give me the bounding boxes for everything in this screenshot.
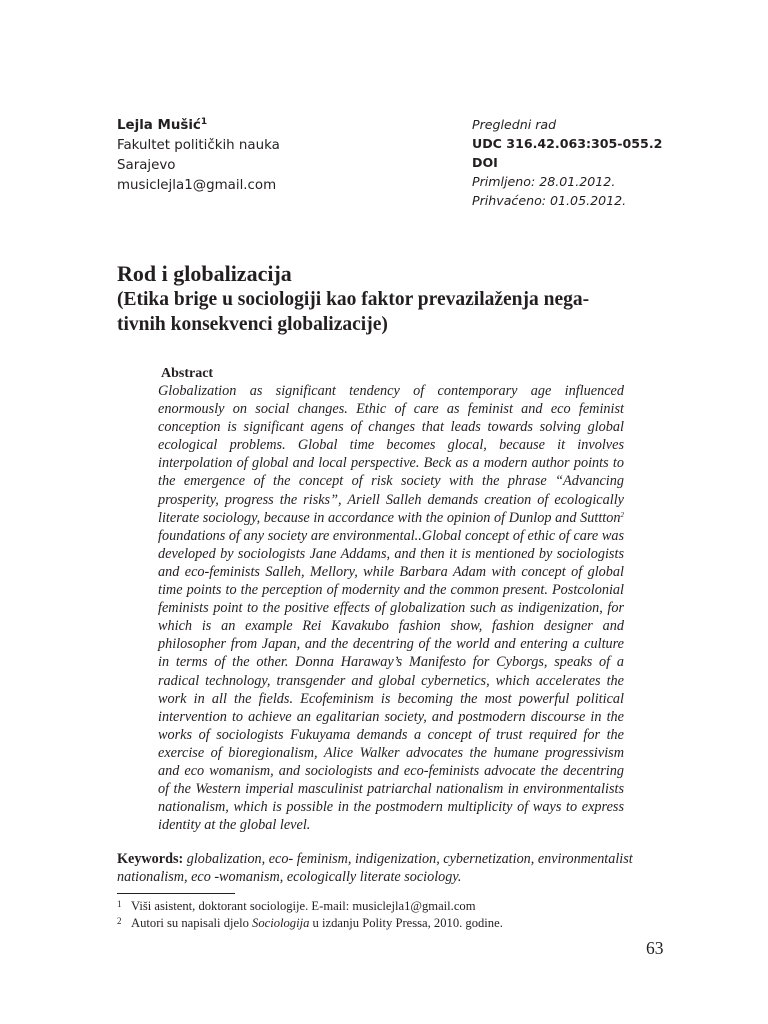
footnote-text: Viši asistent, doktorant sociologije. E-mail: musiclejla1@gmail.com <box>131 899 476 913</box>
footnote-1 <box>117 898 677 915</box>
footnote-text-before: Autori su napisali djelo <box>131 915 253 930</box>
abstract-text-part-2: foundations of any society are environmental..Global concept of ethic of care was developed by sociologists Jane Addams, and then it is mentioned by sociologists and eco-feminists Salleh, Mellory, while Barbara Adam with concept of global time points to the perception of modernity and the common present. Postcolonial feminists point to the positive effects of globalization such as indigenization, for which is an example Rei Kavakubo fashion show, fashion designer and philosopher from Japan, and the decentring of the world and entering a culture in terms of the other. Donna Haraway’s Manifesto for Cyborgs, speaks of a radical technology, transgender and global cybernetics, which accelerates the work in all the fields. Ecofeminism is becoming the most powerful political intervention to achieve an egalitarian society, and postmodern discourse in the works of sociologists Fukuyama demands a concept of trust required for the exercise of bioregionalism, Alice Walker advocates the humane progressivism and eco womanism, and sociologists and eco-feminists advocate the decentring of the Western imperial masculinist patriarchal nationalism in environmentalists nationalism, which is possible in the postmodern multiplicity of ways to express identity at the global level. <box>158 527 624 834</box>
paper-type: Pregledni rad <box>472 117 557 132</box>
abstract-text-part-1: Globalization as significant tendency of contemporary age influenced enormously on social changes. Ethic of care as feminist and eco feminist conception is significant agens of changes that leads towards solving global ecological problems. Global time becomes glocal, because it involves interpolation of global and local perspective. Beck as a modern author points to the emergence of the concept of risk society with the phrase “Advancing prosperity, progress the risks”, Ariell Salleh demands creation of ecologically literate sociology, because in accordance with the opinion of Dunlop and Suttton <box>158 383 624 526</box>
footnote-2 <box>117 915 677 932</box>
accepted-date: Prihvaćeno: 01.05.2012. <box>472 193 627 208</box>
abstract-footnote-ref: 2 <box>620 510 624 519</box>
author-footnote-ref: 1 <box>200 117 208 127</box>
footnote-number: 2 <box>117 915 122 926</box>
footnote-book-title: Sociologija <box>252 915 310 930</box>
author-block <box>117 116 377 196</box>
author-name: Lejla Mušić <box>117 118 201 133</box>
footnotes <box>117 898 677 931</box>
abstract-heading: Abstract <box>161 366 214 381</box>
udc-code: UDC 316.42.063:305-055.2 <box>472 136 663 151</box>
article-subtitle-line-1: (Etika brige u sociologiji kao faktor prevazilaženja nega- <box>117 289 590 310</box>
footnote-number: 1 <box>117 899 122 909</box>
keywords-label: Keywords: <box>117 851 184 867</box>
article-meta <box>472 115 762 210</box>
footnote-divider <box>117 893 235 894</box>
author-email: musiclejla1@gmail.com <box>117 178 277 193</box>
footnote-text <box>131 915 503 932</box>
author-city: Sarajevo <box>117 158 176 173</box>
keywords <box>117 850 669 886</box>
footnote-text-after: u izdanju Polity Pressa, 2010. godine. <box>309 915 503 930</box>
article-title: Rod i globalizacija <box>117 261 292 286</box>
received-date: Primljeno: 28.01.2012. <box>472 174 616 189</box>
article-subtitle-line-2: tivnih konsekvenci globalizacije) <box>117 314 388 335</box>
author-name-line <box>117 116 377 136</box>
author-affiliation: Fakultet političkih nauka <box>117 138 280 153</box>
keywords-text: globalization, eco- feminism, indigenization, cybernetization, environmentalist nationalism, eco -womanism, ecologically literate sociology. <box>117 851 633 885</box>
title-block <box>117 261 657 337</box>
doi-label: DOI <box>472 155 498 170</box>
abstract-text <box>158 382 624 834</box>
page-number: 63 <box>646 938 664 958</box>
